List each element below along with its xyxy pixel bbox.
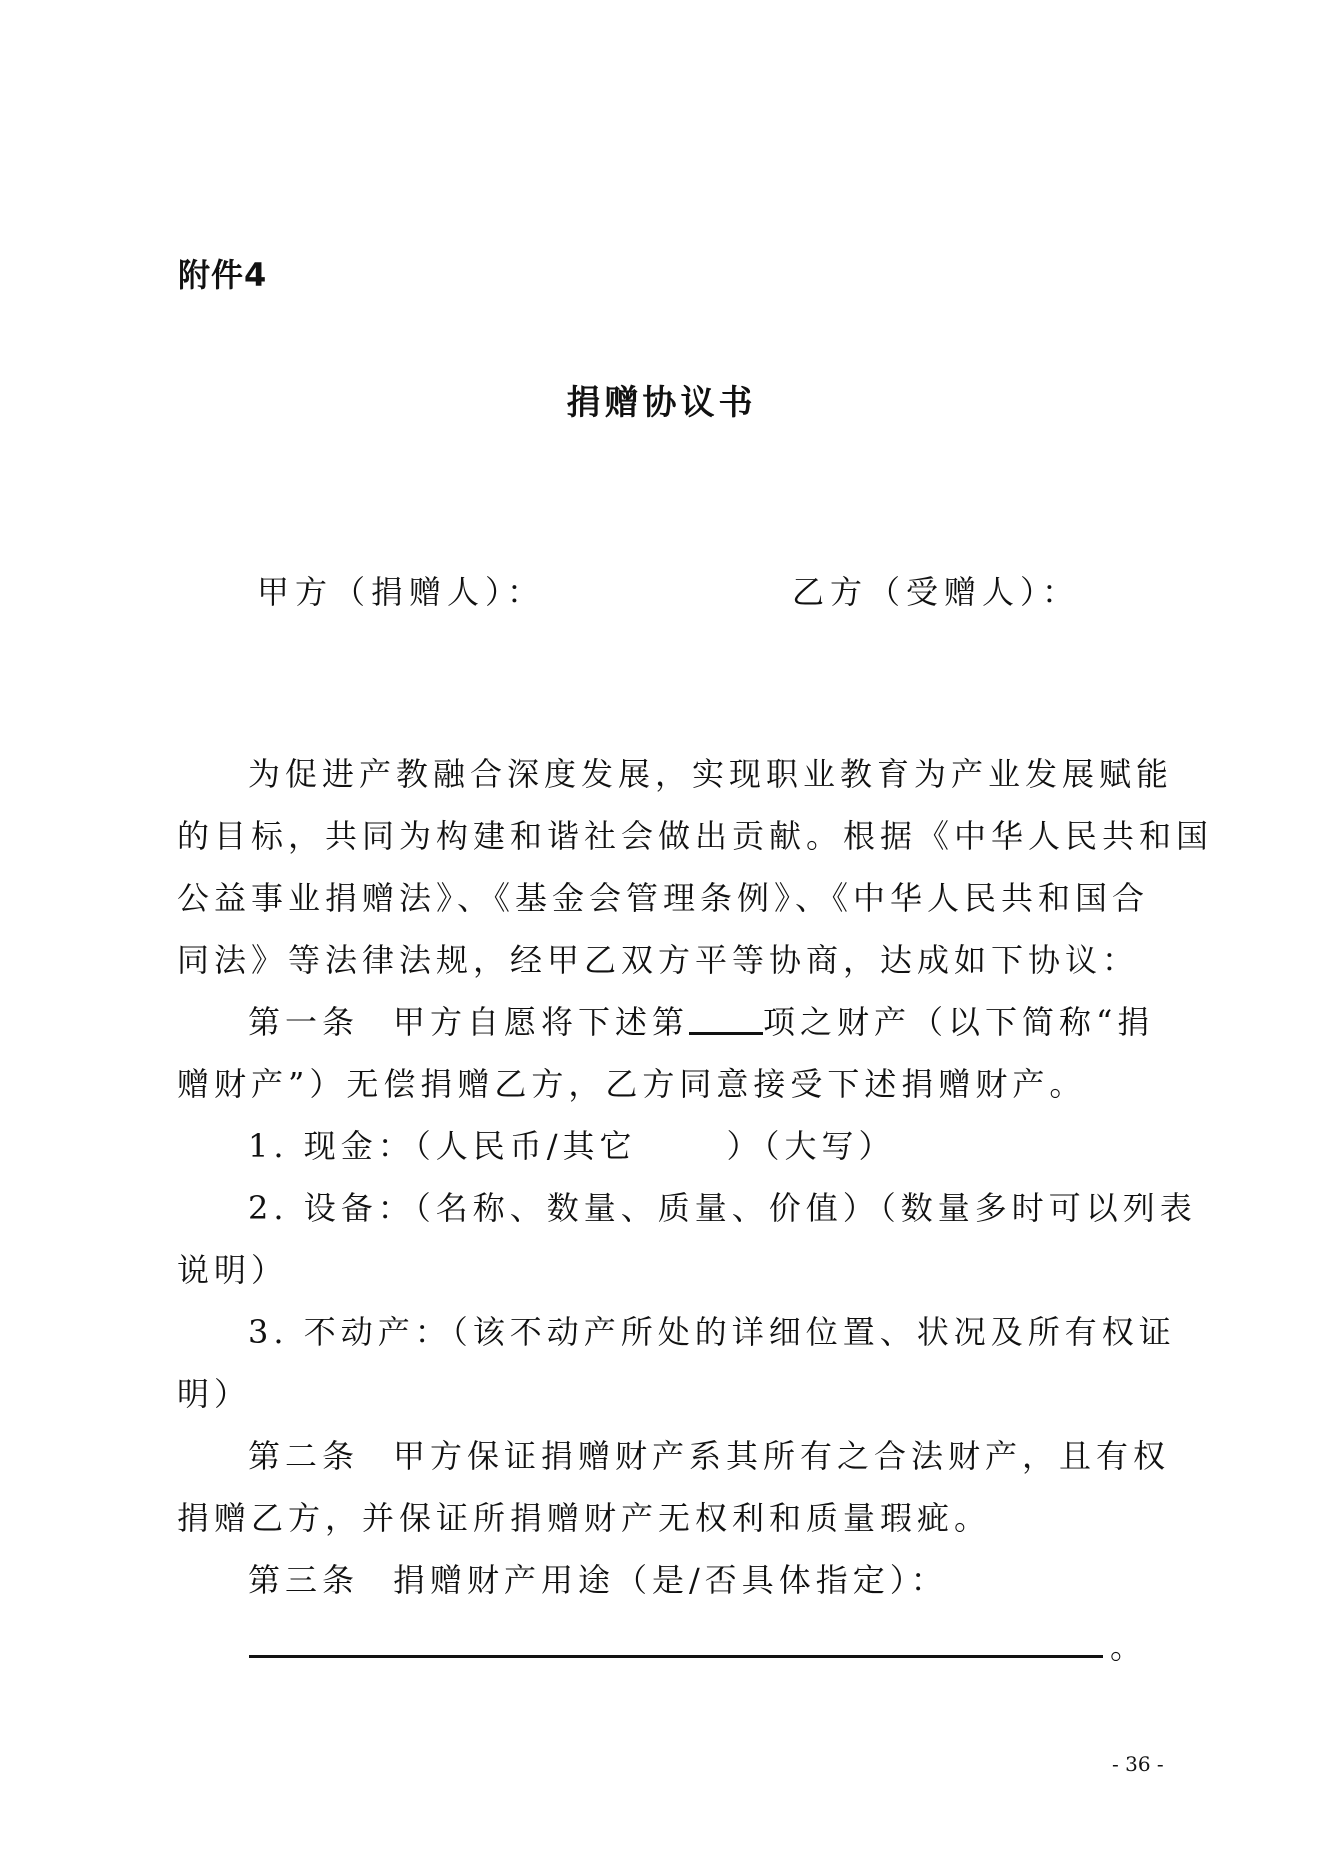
item-real-estate: 明） (177, 1375, 252, 1413)
agreement-body (177, 743, 1214, 1611)
preamble-line: 为促进产教融合深度发展，实现职业教育为产业发展赋能 (248, 755, 1174, 793)
item-equipment: 2. 设备：（名称、数量、质量、价值）（数量多时可以列表 (248, 1189, 1197, 1227)
preamble-line: 的目标，共同为构建和谐社会做出贡献。根据《中华人民共和国 (177, 817, 1214, 855)
document-title: 捐赠协议书 (566, 383, 757, 423)
article-2-line: 第二条 甲方保证捐赠财产系其所有之合法财产，且有权 (248, 1437, 1171, 1475)
article-2-line: 捐赠乙方，并保证所捐赠财产无权利和质量瑕疵。 (177, 1499, 992, 1537)
article-3-number: 第三条 (248, 1561, 360, 1599)
preamble-line: 同法》等法律法规，经甲乙双方平等协商，达成如下协议： (177, 941, 1140, 979)
item-cash: 1. 现金：（人民币/其它 ）（大写） (248, 1127, 896, 1165)
item-real-estate: 3. 不动产：（该不动产所处的详细位置、状况及所有权证 (248, 1313, 1176, 1351)
end-period: 。 (1110, 1628, 1143, 1666)
preamble-line: 公益事业捐赠法》、《基金会管理条例》、《中华人民共和国合 (177, 879, 1150, 917)
purpose-blank-line[interactable] (249, 1655, 1103, 1658)
article-2-number: 第二条 (248, 1437, 360, 1475)
item-equipment: 说明） (177, 1251, 289, 1289)
party-a-label: 甲方（捐赠人）： (257, 573, 546, 611)
article-3-line: 第三条 捐赠财产用途（是/否具体指定）： (248, 1561, 948, 1599)
item-number-blank[interactable] (689, 1002, 763, 1035)
attachment-label: 附件4 (178, 256, 268, 294)
article-1-line: 赠财产”）无偿捐赠乙方，乙方同意接受下述捐赠财产。 (177, 1065, 1087, 1103)
page-number: - 36 - (1112, 1752, 1164, 1776)
article-1-number: 第一条 (248, 1003, 360, 1041)
party-b-label: 乙方（受赠人）： (792, 573, 1081, 611)
article-1-line: 第一条 甲方自愿将下述第 项之财产（以下简称“捐 (248, 1003, 1155, 1041)
